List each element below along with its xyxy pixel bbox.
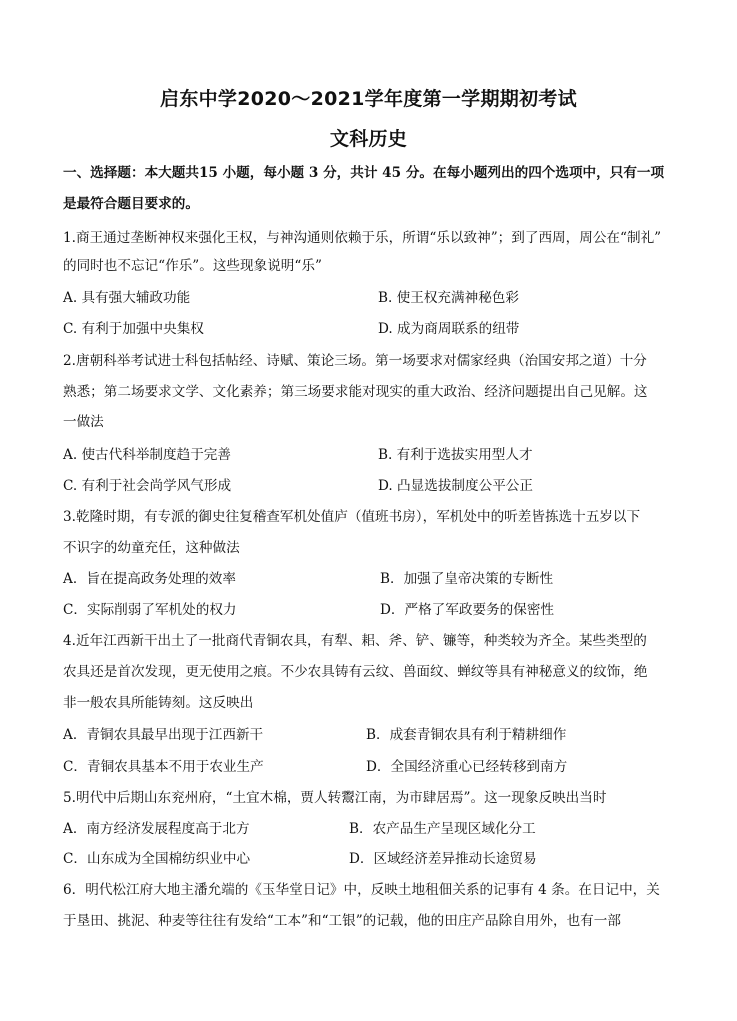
q2-option-d: D. 凸显选拔制度公平公正 [378,478,533,494]
q5-option-a: A．南方经济发展程度高于北方 [63,821,250,837]
q5-stem-line-1: 5.明代中后期山东兖州府，“土宜木棉，贾人转鬻江南，为市肆居焉”。这一现象反映出当时 [63,790,607,806]
q3-stem-line-1: 3.乾隆时期，有专派的御史往复稽查军机处值庐（值班书房），军机处中的听差皆拣选十五岁以下 [63,509,641,525]
instructions-text-3: ，只有一项 [596,165,665,181]
q3-option-b: B．加强了皇帝决策的专断性 [380,571,554,587]
q3-option-c: C．实际削弱了军机处的权力 [63,602,237,618]
q1-stem-line-2: 的同时也不忘记“作乐”。这些现象说明“乐” [63,258,322,274]
q1-option-d: D. 成为商周联系的纽带 [378,321,520,337]
q4-option-d: D．全国经济重心已经转移到南方 [366,759,568,775]
q3-stem-line-2: 不识字的幼童充任，这种做法 [63,540,240,556]
q4-option-c: C．青铜农具基本不用于农业生产 [63,759,264,775]
instructions-line-1 [63,163,664,183]
q3-option-d: D．严格了军政要务的保密性 [380,602,555,618]
q2-option-a: A. 使古代科举制度趋于完善 [63,447,231,463]
q1-option-b: B. 使王权充满神秘色彩 [378,290,519,306]
q6-stem-line-1: 6．明代松江府大地主潘允端的《玉华堂日记》中，反映土地租佃关系的记事有 4 条。在日记中，关 [63,882,660,898]
section-label: 一、选择题： [63,165,145,181]
q2-option-c: C. 有利于社会尚学风气形成 [63,478,232,494]
q5-option-b: B．农产品生产呈现区域化分工 [349,821,536,837]
q4-option-b: B．成套青铜农具有利于精耕细作 [366,727,567,743]
q4-stem-line-2: 农具还是首次发现，更无使用之痕。不少农具铸有云纹、兽面纹、蝉纹等具有神秘意义的纹饰，绝 [63,664,648,680]
q4-stem-line-3: 非一般农具所能铸刻。这反映出 [63,695,254,711]
q2-option-b: B. 有利于选拔实用型人才 [378,447,533,463]
q5-option-d: D．区域经济差异推动长途贸易 [349,851,537,867]
q2-stem-line-1: 2.唐朝科举考试进士科包括帖经、诗赋、策论三场。第一场要求对儒家经典（治国安邦之道）十分 [63,353,647,369]
instructions-text-2: 15 小题，每小题 3 分，共计 45 分。在每小题列出的 [198,165,529,181]
exam-title: 启东中学2020～2021学年度第一学期期初考试 [160,88,577,110]
instructions-emphasis: 四个选项中 [528,165,597,181]
q1-option-a: A. 具有强大辅政功能 [63,290,191,306]
exam-subject: 文科历史 [329,128,408,150]
q2-stem-line-2: 熟悉；第二场要求文学、文化素养；第三场要求能对现实的重大政治、经济问题提出自己见解。这 [63,384,648,400]
q4-option-a: A．青铜农具最早出现于江西新干 [63,727,264,743]
q3-option-a: A．旨在提高政务处理的效率 [63,571,236,587]
q1-option-c: C. 有利于加强中央集权 [63,321,204,337]
q4-stem-line-1: 4.近年江西新干出土了一批商代青铜农具，有犁、耜、斧、铲、镰等，种类较为齐全。某些类型的 [63,633,647,649]
instructions-text-1: 本大题共 [144,165,199,181]
q6-stem-line-2: 于垦田、挑泥、种麦等往往有发给“工本”和“工银”的记载，他的田庄产品除自用外，也有一部 [63,913,621,929]
instructions-line-2: 是最符合题目要求的。 [63,196,199,212]
q2-stem-line-3: 一做法 [63,414,104,430]
q5-option-c: C．山东成为全国棉纺织业中心 [63,851,251,867]
q1-stem-line-1: 1.商王通过垄断神权来强化王权，与神沟通则依赖于乐，所谓“乐以致神”；到了西周，周公在“制礼” [63,230,662,246]
